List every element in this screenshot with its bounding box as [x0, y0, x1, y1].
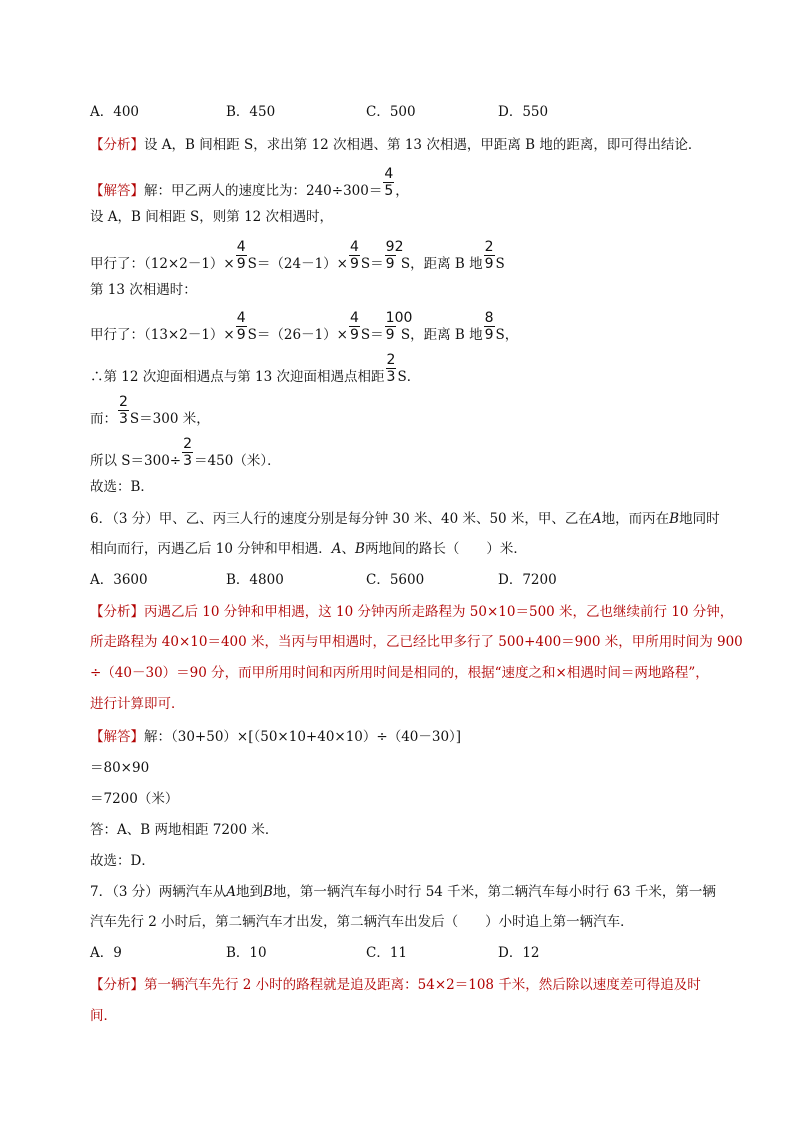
analysis-text: 丙遇乙后 10 分钟和甲相遇，这 10 分钟丙所走路程为 50×10＝500 米，乙也继续前行 10 分钟， [144, 604, 734, 620]
q6-analysis-line-1 [90, 604, 733, 620]
q5-answer-line-1 [90, 166, 409, 199]
fraction [118, 394, 129, 427]
q5-answer-line-2: 设 A，B 间相距 S，则第 12 次相遇时， [90, 209, 334, 225]
answer-text: S＝（24－1）× [247, 256, 348, 272]
stem-text: 、 [341, 541, 356, 557]
stem-var: A [331, 541, 342, 557]
numerator: 4 [236, 310, 246, 326]
stem-var: B [355, 541, 365, 557]
q7-option-d: D．12 [498, 945, 540, 961]
stem-var: A [591, 511, 602, 527]
stem-text: 地同时 [679, 511, 720, 527]
numerator: 2 [484, 239, 494, 255]
answer-text: 解：甲乙两人的速度比为：240÷300＝ [144, 183, 383, 199]
answer-text: 解：（30+50）×[（50×10+40×10）÷（40－30）] [144, 729, 462, 745]
q6-stem-line-2 [90, 541, 527, 557]
denominator: 9 [484, 256, 494, 272]
q6-analysis-line-4: 进行计算即可． [90, 696, 185, 712]
denominator: 9 [236, 256, 246, 272]
fraction [484, 239, 495, 272]
answer-tag: 【解答】 [90, 183, 144, 199]
q5-option-d: D．550 [498, 104, 549, 120]
q5-answer-line-3 [90, 239, 505, 272]
q7-analysis-line-2: 间． [90, 1008, 117, 1024]
denominator: 3 [183, 453, 193, 469]
analysis-tag: 【分析】 [90, 137, 144, 153]
numerator: 2 [183, 436, 193, 452]
q6-option-d: D．7200 [498, 572, 557, 588]
answer-text: S＝300 米， [129, 411, 210, 427]
q7-stem-line-2: 汽车先行 2 小时后，第二辆汽车才出发，第二辆汽车出发后（ ）小时追上第一辆汽车． [90, 914, 634, 930]
numerator: 4 [384, 166, 394, 182]
answer-text: 而： [90, 411, 117, 427]
numerator: 8 [484, 310, 494, 326]
numerator: 100 [385, 310, 413, 326]
fraction [349, 310, 360, 343]
numerator: 4 [349, 239, 359, 255]
answer-text: ＝450（米）． [194, 453, 281, 469]
q5-option-c: C．500 [366, 104, 416, 120]
fraction [385, 310, 413, 343]
q7-option-c: C．11 [366, 945, 408, 961]
q6-analysis-line-2: 所走路程为 40×10＝400 米，当丙与甲相遇时，乙已经比甲多行了 500+400＝900 米，甲所用时间为 900 [90, 634, 743, 650]
numerator: 2 [386, 352, 396, 368]
denominator: 3 [386, 369, 396, 385]
q7-analysis-line-1 [90, 977, 701, 993]
denominator: 3 [119, 411, 128, 427]
answer-text: S， [495, 327, 519, 343]
answer-tag: 【解答】 [90, 729, 144, 745]
stem-text: 地到 [235, 884, 263, 900]
q6-option-c: C．5600 [366, 572, 425, 588]
fraction [236, 310, 247, 343]
denominator: 9 [385, 256, 395, 272]
q6-answer-line-2: ＝80×90 [90, 760, 150, 776]
q5-answer-line-8 [90, 436, 281, 469]
answer-text: S＝（26－1）× [247, 327, 348, 343]
q6-option-b: B．4800 [226, 572, 284, 588]
fraction [383, 166, 394, 199]
answer-text: ∴第 12 次迎面相遇点与第 13 次迎面相遇点相距 [90, 369, 385, 385]
answer-text: ， [395, 183, 409, 199]
q7-stem-line-1 [90, 884, 716, 900]
stem-text: 地，而丙在 [601, 511, 670, 527]
fraction [386, 352, 397, 385]
q5-answer-line-5 [90, 310, 519, 343]
answer-text: S＝ [360, 256, 384, 272]
q5-option-b: B．450 [226, 104, 276, 120]
numerator: 4 [349, 310, 359, 326]
q5-analysis [90, 137, 701, 153]
q6-answer-line-1 [90, 729, 461, 745]
stem-text: 地，第一辆汽车每小时行 54 千米，第二辆汽车每小时行 63 千米，第一辆 [272, 884, 716, 900]
fraction [385, 239, 404, 272]
q6-option-a: A．3600 [90, 572, 148, 588]
q7-option-b: B．10 [226, 945, 267, 961]
q5-answer-line-4: 第 13 次相遇时： [90, 282, 197, 298]
answer-text: S [495, 256, 505, 272]
q6-analysis-line-3: ÷（40－30）＝90 分，而甲所用时间和丙所用时间是相同的，根据“速度之和×相遇时间＝两地路程”， [90, 665, 709, 681]
answer-text: 甲行了：（12×2－1）× [90, 256, 235, 272]
q5-answer-line-6 [90, 352, 421, 385]
denominator: 9 [349, 327, 359, 343]
q6-answer-line-3: ＝7200（米） [90, 791, 179, 807]
answer-text: S． [397, 369, 421, 385]
fraction [182, 436, 193, 469]
fraction [349, 239, 360, 272]
fraction [236, 239, 247, 272]
stem-text: 7．（3 分）两辆汽车从 [90, 884, 227, 900]
answer-text: S，距离 B 地 [396, 256, 483, 272]
q6-stem-line-1 [90, 511, 720, 527]
answer-text: S＝ [360, 327, 384, 343]
stem-text: 相向而行，丙遇乙后 10 分钟和甲相遇． [90, 541, 332, 557]
analysis-text: 第一辆汽车先行 2 小时的路程就是追及距离：54×2＝108 千米，然后除以速度差可得追及时 [144, 977, 701, 993]
q5-answer-line-7 [90, 394, 210, 427]
q5-answer-line-9: 故选：B． [90, 479, 154, 495]
answer-text: 所以 S＝300÷ [90, 453, 182, 469]
denominator: 9 [484, 327, 494, 343]
stem-var: B [669, 511, 680, 527]
q7-option-a: A．9 [90, 945, 122, 961]
numerator: 92 [385, 239, 404, 255]
q6-answer-line-5: 故选：D． [90, 853, 155, 869]
stem-var: A [226, 884, 236, 900]
stem-var: B [262, 884, 273, 900]
q5-option-a: A．400 [90, 104, 140, 120]
denominator: 9 [349, 256, 359, 272]
q6-answer-line-4: 答：A、B 两地相距 7200 米． [90, 822, 279, 838]
denominator: 5 [384, 183, 394, 199]
denominator: 9 [236, 327, 246, 343]
answer-text: S，距离 B 地 [396, 327, 483, 343]
numerator: 2 [119, 394, 128, 410]
analysis-tag: 【分析】 [90, 977, 144, 993]
analysis-text: 设 A，B 间相距 S，求出第 12 次相遇、第 13 次相遇，甲距离 B 地的距离，即可得出结论． [144, 137, 702, 153]
fraction [484, 310, 495, 343]
numerator: 4 [236, 239, 246, 255]
answer-text: 甲行了：（13×2－1）× [90, 327, 235, 343]
stem-text: 两地间的路长（ ）米． [364, 541, 527, 557]
denominator: 9 [385, 327, 395, 343]
stem-text: 6．（3 分）甲、乙、丙三人行的速度分别是每分钟 30 米、40 米、50 米，甲、乙在 [90, 511, 592, 527]
analysis-tag: 【分析】 [90, 604, 144, 620]
